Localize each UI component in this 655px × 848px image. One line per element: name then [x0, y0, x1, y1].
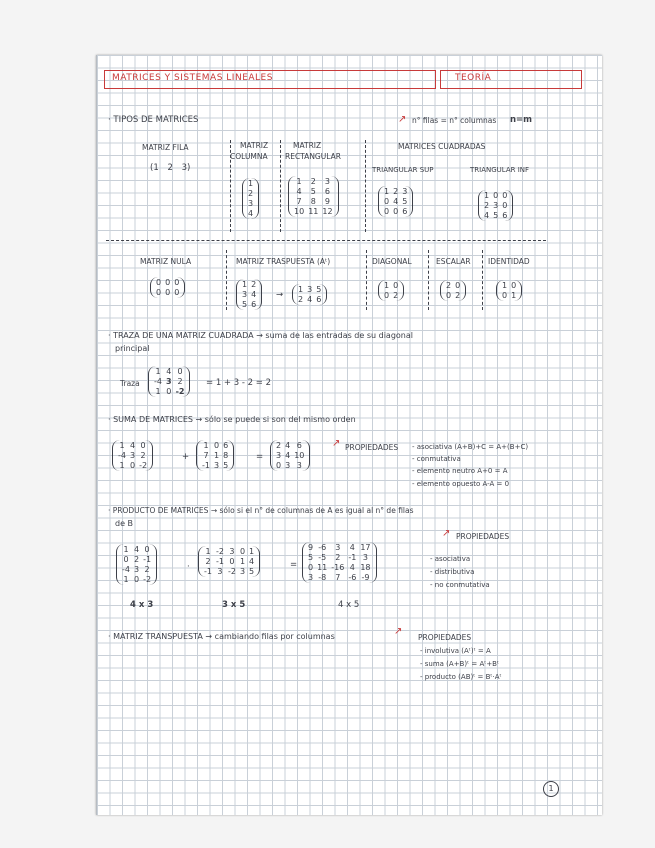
traspuesta-a-matrix: 1 2 3 4 5 6 [236, 279, 262, 310]
tri-sup-label: TRIANGULAR SUP [372, 166, 434, 174]
suma-plus: + [182, 452, 190, 462]
suma-prop-item: - elemento opuesto A-A = 0 [412, 480, 510, 488]
divider-v4 [226, 250, 227, 310]
tri-inf-matrix: 1 0 0 2 3 0 4 5 6 [478, 190, 513, 221]
columna-matrix: 1 2 3 4 [242, 178, 259, 219]
rectangular-label-2: RECTANGULAR [285, 152, 341, 161]
suma-props-label: PROPIEDADES [345, 443, 399, 452]
suma-props-arrow: ↗ [332, 438, 341, 449]
square-condition: n° filas = n° columnas [412, 116, 497, 125]
traza-label: Traza [120, 379, 140, 388]
divider-v7 [482, 250, 483, 310]
divider-v2 [280, 140, 281, 232]
escalar-matrix: 2 0 0 2 [440, 280, 466, 301]
traza-result: = 1 + 3 - 2 = 2 [206, 378, 271, 388]
divider-h [106, 240, 546, 241]
suma-prop-item: - asociativa (A+B)+C = A+(B+C) [412, 443, 529, 451]
transpuesta-prop-item: - producto (AB)ᵗ = Bᵗ·Aᵗ [420, 673, 502, 681]
rectangular-matrix: 1 2 3 4 5 6 7 8 9 10 11 12 [288, 176, 339, 217]
tri-sup-matrix: 1 2 3 0 4 5 0 0 6 [378, 186, 413, 217]
traspuesta-at-matrix: 1 3 5 2 4 6 [292, 284, 327, 305]
producto-dot: · [187, 562, 190, 572]
traspuesta-label: MATRIZ TRASPUESTA (Aᵗ) [236, 257, 331, 266]
identidad-label: IDENTIDAD [488, 257, 530, 266]
producto-dim-b: 3 x 5 [222, 600, 246, 610]
producto-c-matrix: 9 -6 3 4 17 5 -5 2 -1 3 0 11 -16 4 18 3 -8 7 -6 -9 [302, 542, 377, 583]
section-heading-suma: · SUMA DE MATRICES → sólo se puede si son del mismo orden [108, 415, 356, 424]
section-heading-producto: · PRODUCTO DE MATRICES → sólo si el n° de columnas de A es igual al n° de filas [108, 506, 414, 515]
producto-b-matrix: 1 -2 3 0 1 2 -1 0 1 4 -1 3 -2 3 5 [198, 546, 260, 577]
nula-matrix: 0 0 0 0 0 0 [150, 277, 185, 298]
divider-v1 [230, 140, 231, 232]
transpuesta-prop-item: - involutiva (Aᵗ)ᵗ = A [420, 647, 491, 655]
identidad-matrix: 1 0 0 1 [496, 280, 522, 301]
page-title: MATRICES Y SISTEMAS LINEALES [112, 73, 273, 83]
divider-v3 [365, 140, 366, 232]
page-tag: TEORÍA [455, 73, 492, 83]
suma-c-matrix: 2 4 6 3 4 10 0 3 3 [270, 440, 310, 471]
transpuesta-props-arrow: ↗ [394, 626, 403, 637]
divider-v6 [428, 250, 429, 310]
suma-equals: = [256, 452, 264, 462]
producto-dim-a: 4 x 3 [130, 600, 154, 610]
section-heading-producto-2: de B [115, 519, 134, 528]
square-condition-result: n=m [510, 115, 533, 125]
escalar-label: ESCALAR [436, 257, 471, 266]
rectangular-label: MATRIZ [293, 141, 322, 150]
producto-prop-item: - distributiva [430, 568, 475, 576]
transpuesta-props-label: PROPIEDADES [418, 633, 472, 642]
diagonal-matrix: 1 0 0 2 [378, 280, 404, 301]
traspuesta-arrow: → [276, 290, 284, 300]
producto-dim-c: 4 x 5 [338, 600, 360, 610]
suma-a-matrix: 1 4 0 -4 3 2 1 0 -2 [112, 440, 153, 471]
cuadradas-label: MATRICES CUADRADAS [398, 142, 486, 151]
traza-matrix: 1 4 0 -4 3 2 1 0 -2 [148, 366, 190, 397]
fila-label: MATRIZ FILA [142, 143, 189, 152]
tri-inf-label: TRIANGULAR INF [470, 166, 530, 174]
producto-prop-item: - asociativa [430, 555, 471, 563]
transpuesta-prop-item: - suma (A+B)ᵗ = Aᵗ+Bᵗ [420, 660, 500, 668]
note-arrow: ↗ [398, 114, 407, 125]
producto-a-matrix: 1 4 0 0 2 -1 -4 3 2 1 0 -2 [116, 544, 157, 585]
diagonal-label: DIAGONAL [372, 257, 412, 266]
divider-v5 [366, 250, 367, 310]
page-number: 1 [543, 781, 559, 797]
producto-props-label: PROPIEDADES [456, 532, 510, 541]
producto-equals: = [290, 560, 298, 570]
suma-b-matrix: 1 0 6 7 1 8 -1 3 5 [196, 440, 234, 471]
nula-label: MATRIZ NULA [140, 257, 192, 266]
fila-matrix: (1 2 3) [150, 163, 191, 173]
section-heading-tipos: · TIPOS DE MATRICES [108, 115, 199, 125]
suma-prop-item: - conmutativa [412, 455, 461, 463]
columna-label-2: COLUMNA [230, 152, 268, 161]
section-heading-transpuesta: · MATRIZ TRANSPUESTA → cambiando filas por columnas [108, 632, 335, 641]
section-heading-traza-2: principal [115, 344, 150, 353]
producto-props-arrow: ↗ [442, 528, 451, 539]
suma-prop-item: - elemento neutro A+0 = A [412, 467, 508, 475]
section-heading-traza: · TRAZA DE UNA MATRIZ CUADRADA → suma de las entradas de su diagonal [108, 331, 413, 340]
columna-label: MATRIZ [240, 141, 269, 150]
producto-prop-item: - no conmutativa [430, 581, 490, 589]
